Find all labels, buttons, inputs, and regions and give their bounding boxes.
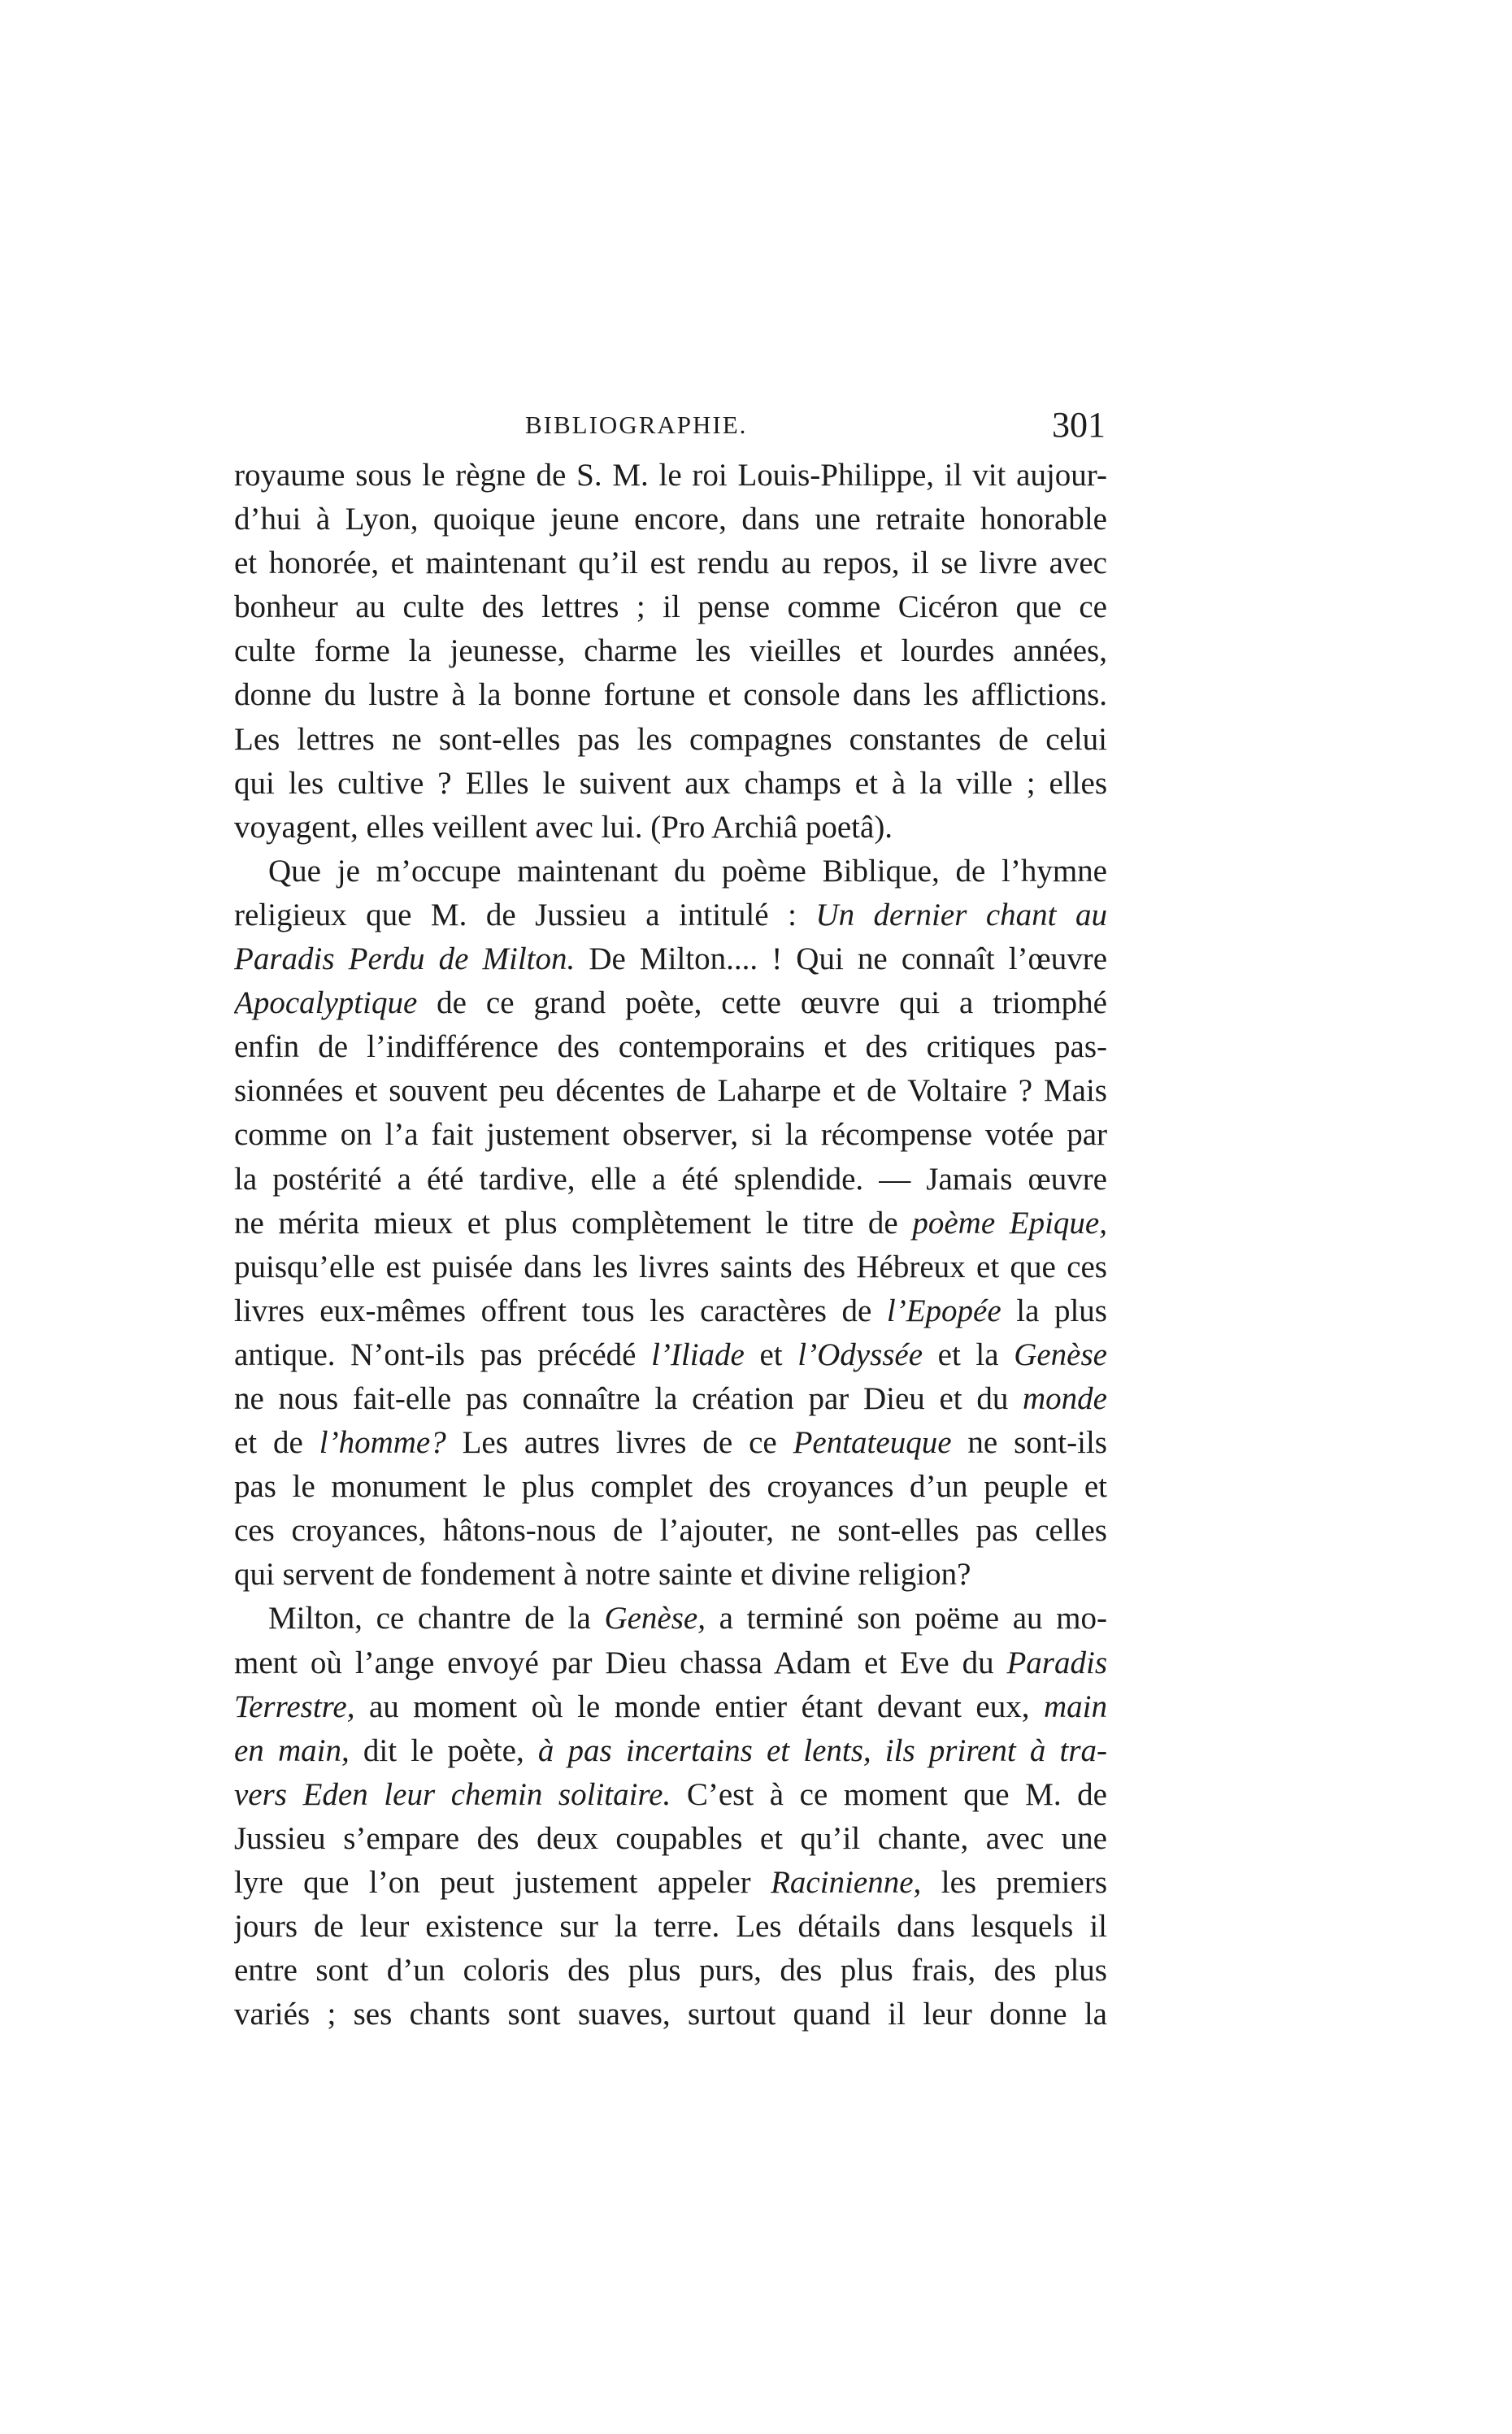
- italic-text: l’Epopée: [886, 1293, 1001, 1328]
- text-segment: puisqu’elle est puisée dans les livres saints des Hébreux et que ces: [234, 1249, 1107, 1284]
- text-line: [234, 762, 1107, 806]
- text-line: [234, 1202, 1107, 1245]
- text-line: [234, 1025, 1107, 1069]
- text-line: [234, 1465, 1107, 1509]
- text-segment: variés ; ses chants sont suaves, surtout quand il leur donne la: [234, 1997, 1107, 2032]
- italic-text: vers Eden leur chemin solitaire.: [234, 1776, 671, 1812]
- text-segment: livres eux-mêmes offrent tous les caractères de: [234, 1293, 887, 1328]
- text-line: [234, 1773, 1107, 1817]
- text-segment: C’est à ce moment que M. de: [671, 1776, 1107, 1812]
- text-line: [234, 1905, 1107, 1949]
- text-line: [234, 1421, 1107, 1465]
- italic-text: Racinienne,: [771, 1865, 922, 1900]
- italic-text: Paradis: [1006, 1645, 1107, 1680]
- italic-text: poème Epique,: [912, 1205, 1107, 1241]
- text-line: [234, 1861, 1107, 1905]
- text-line: [234, 1245, 1107, 1289]
- text-line: [234, 850, 1107, 893]
- text-segment: de ce grand poète, cette œuvre qui a triomphé: [417, 985, 1107, 1021]
- text-line: [234, 629, 1107, 673]
- body-text: [234, 454, 1107, 2036]
- page-number: 301: [1052, 405, 1106, 445]
- text-line: [234, 1377, 1107, 1421]
- text-segment: ne nous fait-elle pas connaître la création par Dieu et du: [234, 1380, 1023, 1416]
- text-segment: et de: [234, 1425, 319, 1461]
- text-line: [234, 541, 1107, 585]
- text-segment: royaume sous le règne de S. M. le roi Louis-Philippe, il vit aujour-: [234, 458, 1107, 493]
- text-segment: et: [744, 1337, 798, 1372]
- text-line: [234, 806, 1107, 850]
- italic-text: monde: [1023, 1380, 1107, 1416]
- italic-text: en main,: [234, 1732, 350, 1768]
- text-segment: culte forme la jeunesse, charme les vieilles et lourdes années,: [234, 633, 1107, 669]
- text-line: [234, 1509, 1107, 1553]
- italic-text: Genèse: [1014, 1337, 1107, 1372]
- text-segment: la plus: [1001, 1293, 1107, 1328]
- text-line: [234, 981, 1107, 1025]
- italic-text: Genèse,: [604, 1601, 706, 1636]
- text-segment: donne du lustre à la bonne fortune et console dans les afflictions.: [234, 677, 1107, 713]
- text-segment: pas le monument le plus complet des croyances d’un peuple et: [234, 1469, 1107, 1505]
- text-line: [234, 1641, 1107, 1685]
- text-segment: Les autres livres de ce: [445, 1425, 793, 1461]
- text-segment: ne sont-ils: [951, 1425, 1107, 1461]
- italic-text: Terrestre,: [234, 1689, 355, 1724]
- italic-text: Apocalyptique: [234, 985, 418, 1021]
- text-segment: antique. N’ont-ils pas précédé: [234, 1337, 652, 1372]
- italic-text: Paradis Perdu de Milton.: [234, 941, 576, 977]
- text-segment: ne mérita mieux et plus complètement le titre de: [234, 1205, 913, 1241]
- running-head: BIBLIOGRAPHIE.: [525, 411, 748, 439]
- text-line: [234, 1289, 1107, 1333]
- text-segment: voyagent, elles veillent avec lui. (Pro Archiâ poetâ).: [234, 809, 893, 845]
- text-line: [234, 937, 1107, 981]
- text-line: [234, 1993, 1107, 2036]
- text-segment: enfin de l’indifférence des contemporains et des critiques pas-: [234, 1029, 1107, 1065]
- italic-text: l’Odyssée: [797, 1337, 923, 1372]
- text-segment: De Milton.... ! Qui ne connaît l’œuvre: [575, 941, 1107, 977]
- text-segment: jours de leur existence sur la terre. Les détails dans lesquels il: [234, 1909, 1107, 1945]
- text-segment: ment où l’ange envoyé par Dieu chassa Adam et Eve du: [234, 1645, 1007, 1680]
- text-line: [234, 454, 1107, 498]
- text-line: [234, 1069, 1107, 1113]
- italic-text: à pas incertains et lents, ils prirent à tra-: [537, 1732, 1107, 1768]
- text-line: [234, 718, 1107, 762]
- text-segment: et honorée, et maintenant qu’il est rendu au repos, il se livre avec: [234, 545, 1107, 581]
- text-line: [234, 1949, 1107, 1993]
- text-line: [234, 1113, 1107, 1157]
- text-line: [234, 1158, 1107, 1202]
- italic-text: l’Iliade: [651, 1337, 745, 1372]
- page-header: [236, 405, 1106, 459]
- text-segment: Milton, ce chantre de la: [268, 1601, 605, 1636]
- text-segment: bonheur au culte des lettres ; il pense comme Cicéron que ce: [234, 589, 1107, 625]
- text-segment: au moment où le monde entier étant devant eux,: [354, 1689, 1044, 1724]
- text-segment: a terminé son poëme au mo-: [705, 1601, 1107, 1636]
- text-line: [234, 893, 1107, 937]
- text-line: [234, 1817, 1107, 1861]
- text-segment: Jussieu s’empare des deux coupables et qu’il chante, avec une: [234, 1820, 1107, 1856]
- text-line: [234, 1333, 1107, 1377]
- text-segment: Les lettres ne sont-elles pas les compagnes constantes de celui: [234, 721, 1107, 757]
- italic-text: main: [1044, 1689, 1107, 1724]
- text-segment: ces croyances, hâtons-nous de l’ajouter, ne sont-elles pas celles: [234, 1513, 1107, 1549]
- text-segment: la postérité a été tardive, elle a été splendide. — Jamais œuvre: [234, 1161, 1107, 1197]
- text-line: [234, 1729, 1107, 1773]
- text-segment: d’hui à Lyon, quoique jeune encore, dans une retraite honorable: [234, 502, 1107, 537]
- text-segment: religieux que M. de Jussieu a intitulé :: [234, 897, 816, 932]
- text-line: [234, 585, 1107, 629]
- italic-text: Un dernier chant au: [815, 897, 1107, 932]
- text-segment: lyre que l’on peut justement appeler: [234, 1865, 771, 1900]
- text-segment: les premiers: [921, 1865, 1107, 1900]
- text-segment: et la: [923, 1337, 1015, 1372]
- text-segment: dit le poète,: [349, 1732, 538, 1768]
- text-segment: qui les cultive ? Elles le suivent aux champs et à la ville ; elles: [234, 765, 1107, 801]
- italic-text: l’homme?: [319, 1425, 446, 1461]
- text-segment: entre sont d’un coloris des plus purs, des plus frais, des plus: [234, 1953, 1107, 1988]
- italic-text: Pentateuque: [793, 1425, 952, 1461]
- text-line: [234, 1685, 1107, 1729]
- text-line: [234, 498, 1107, 541]
- text-segment: sionnées et souvent peu décentes de Laharpe et de Voltaire ? Mais: [234, 1073, 1107, 1109]
- text-segment: Que je m’occupe maintenant du poème Biblique, de l’hymne: [268, 853, 1107, 889]
- text-line: [234, 1553, 1107, 1597]
- text-segment: comme on l’a fait justement observer, si la récompense votée par: [234, 1117, 1107, 1153]
- text-segment: qui servent de fondement à notre sainte et divine religion?: [234, 1557, 971, 1593]
- text-line: [234, 673, 1107, 717]
- text-line: [234, 1597, 1107, 1641]
